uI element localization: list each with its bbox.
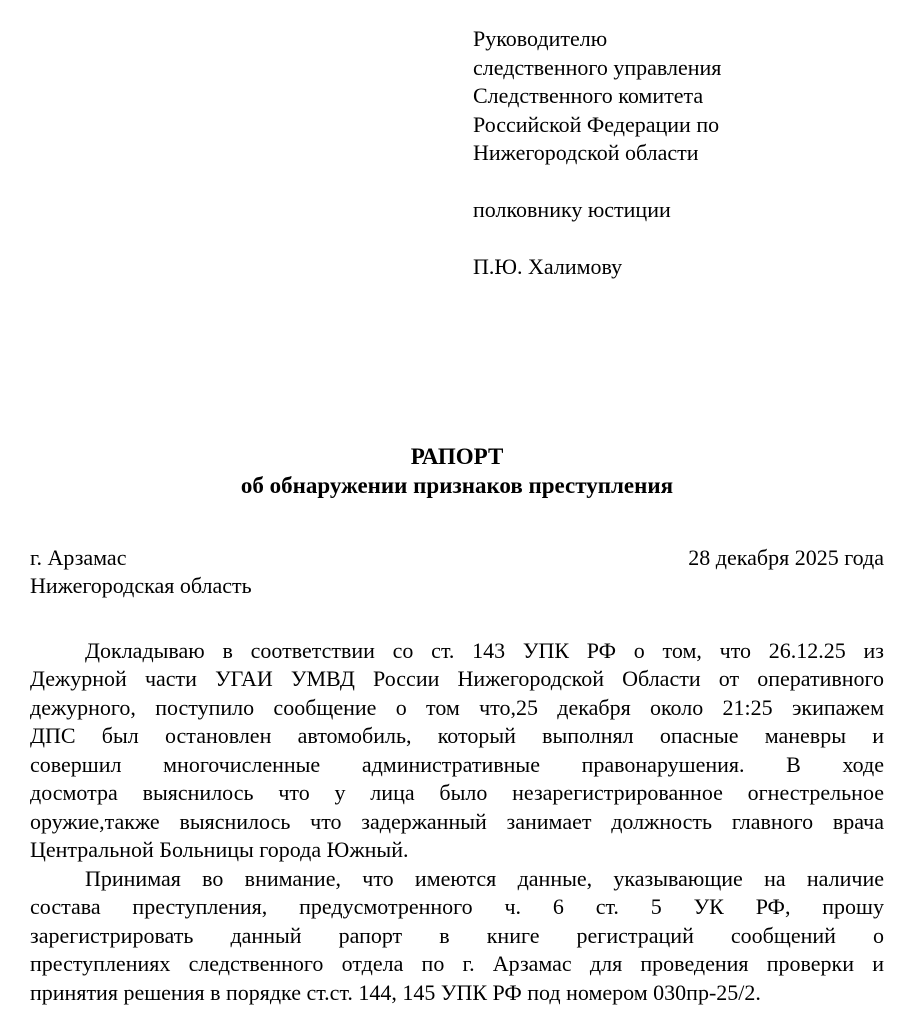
place-block (30, 544, 252, 601)
recipient-block (473, 25, 884, 282)
paragraph-line: принятия решения в порядке ст.ст. 144, 145 УПК РФ под номером 030пр-25/2. (30, 979, 761, 1005)
report-title: РАПОРТ (410, 443, 504, 469)
paragraph-1 (30, 637, 884, 865)
paragraph-line: преступлениях следственного отдела по г. Арзамас для проведения проверки и (30, 951, 884, 976)
spacer (473, 225, 884, 254)
paragraph-line: зарегистрировать данный рапорт в книге регистраций сообщений о (30, 922, 884, 948)
recipient-line: Российской Федерации по (473, 111, 720, 137)
title-block (30, 442, 884, 500)
report-body (30, 637, 884, 1008)
place-city: г. Арзамас (30, 544, 127, 570)
paragraph-line: совершил многочисленные административные правонарушения. В ходе (30, 751, 884, 777)
paragraph-line: состава преступления, предусмотренного ч. 6 ст. 5 УК РФ, прошу (30, 894, 884, 919)
recipient-line: Руководителю (473, 26, 608, 51)
place-date-row (30, 544, 884, 601)
spacer (473, 168, 884, 197)
paragraph-line: Дежурной части УГАИ УМВД России Нижегородской Области от оперативного (30, 666, 884, 691)
paragraph-line: Центральной Больницы города Южный. (30, 837, 409, 862)
place-region: Нижегородская область (30, 573, 252, 598)
paragraph-2 (30, 865, 884, 1008)
paragraph-line: Докладываю в соответствии со ст. 143 УПК РФ о том, что 26.12.25 из (85, 637, 884, 663)
paragraph-line: оружие,также выяснилось что задержанный занимает должность главного врача (30, 808, 884, 834)
paragraph-line: дежурного, поступило сообщение о том что,25 декабря около 21:25 экипажем (30, 694, 884, 720)
paragraph-line: ДПС был остановлен автомобиль, который выполнял опасные маневры и (30, 723, 884, 748)
recipient-name: П.Ю. Халимову (473, 254, 623, 279)
recipient-line: Нижегородской области (473, 140, 699, 165)
recipient-line: следственного управления (473, 54, 722, 80)
paragraph-line: Принимая во внимание, что имеются данные, указывающие на наличие (85, 865, 884, 891)
report-date: 28 декабря 2025 года (688, 544, 884, 570)
paragraph-line: досмотра выяснилось что у лица было незарегистрированное огнестрельное (30, 780, 884, 805)
recipient-line: Следственного комитета (473, 83, 704, 108)
recipient-rank: полковнику юстиции (473, 197, 671, 222)
report-subtitle: об обнаружении признаков преступления (240, 472, 674, 498)
